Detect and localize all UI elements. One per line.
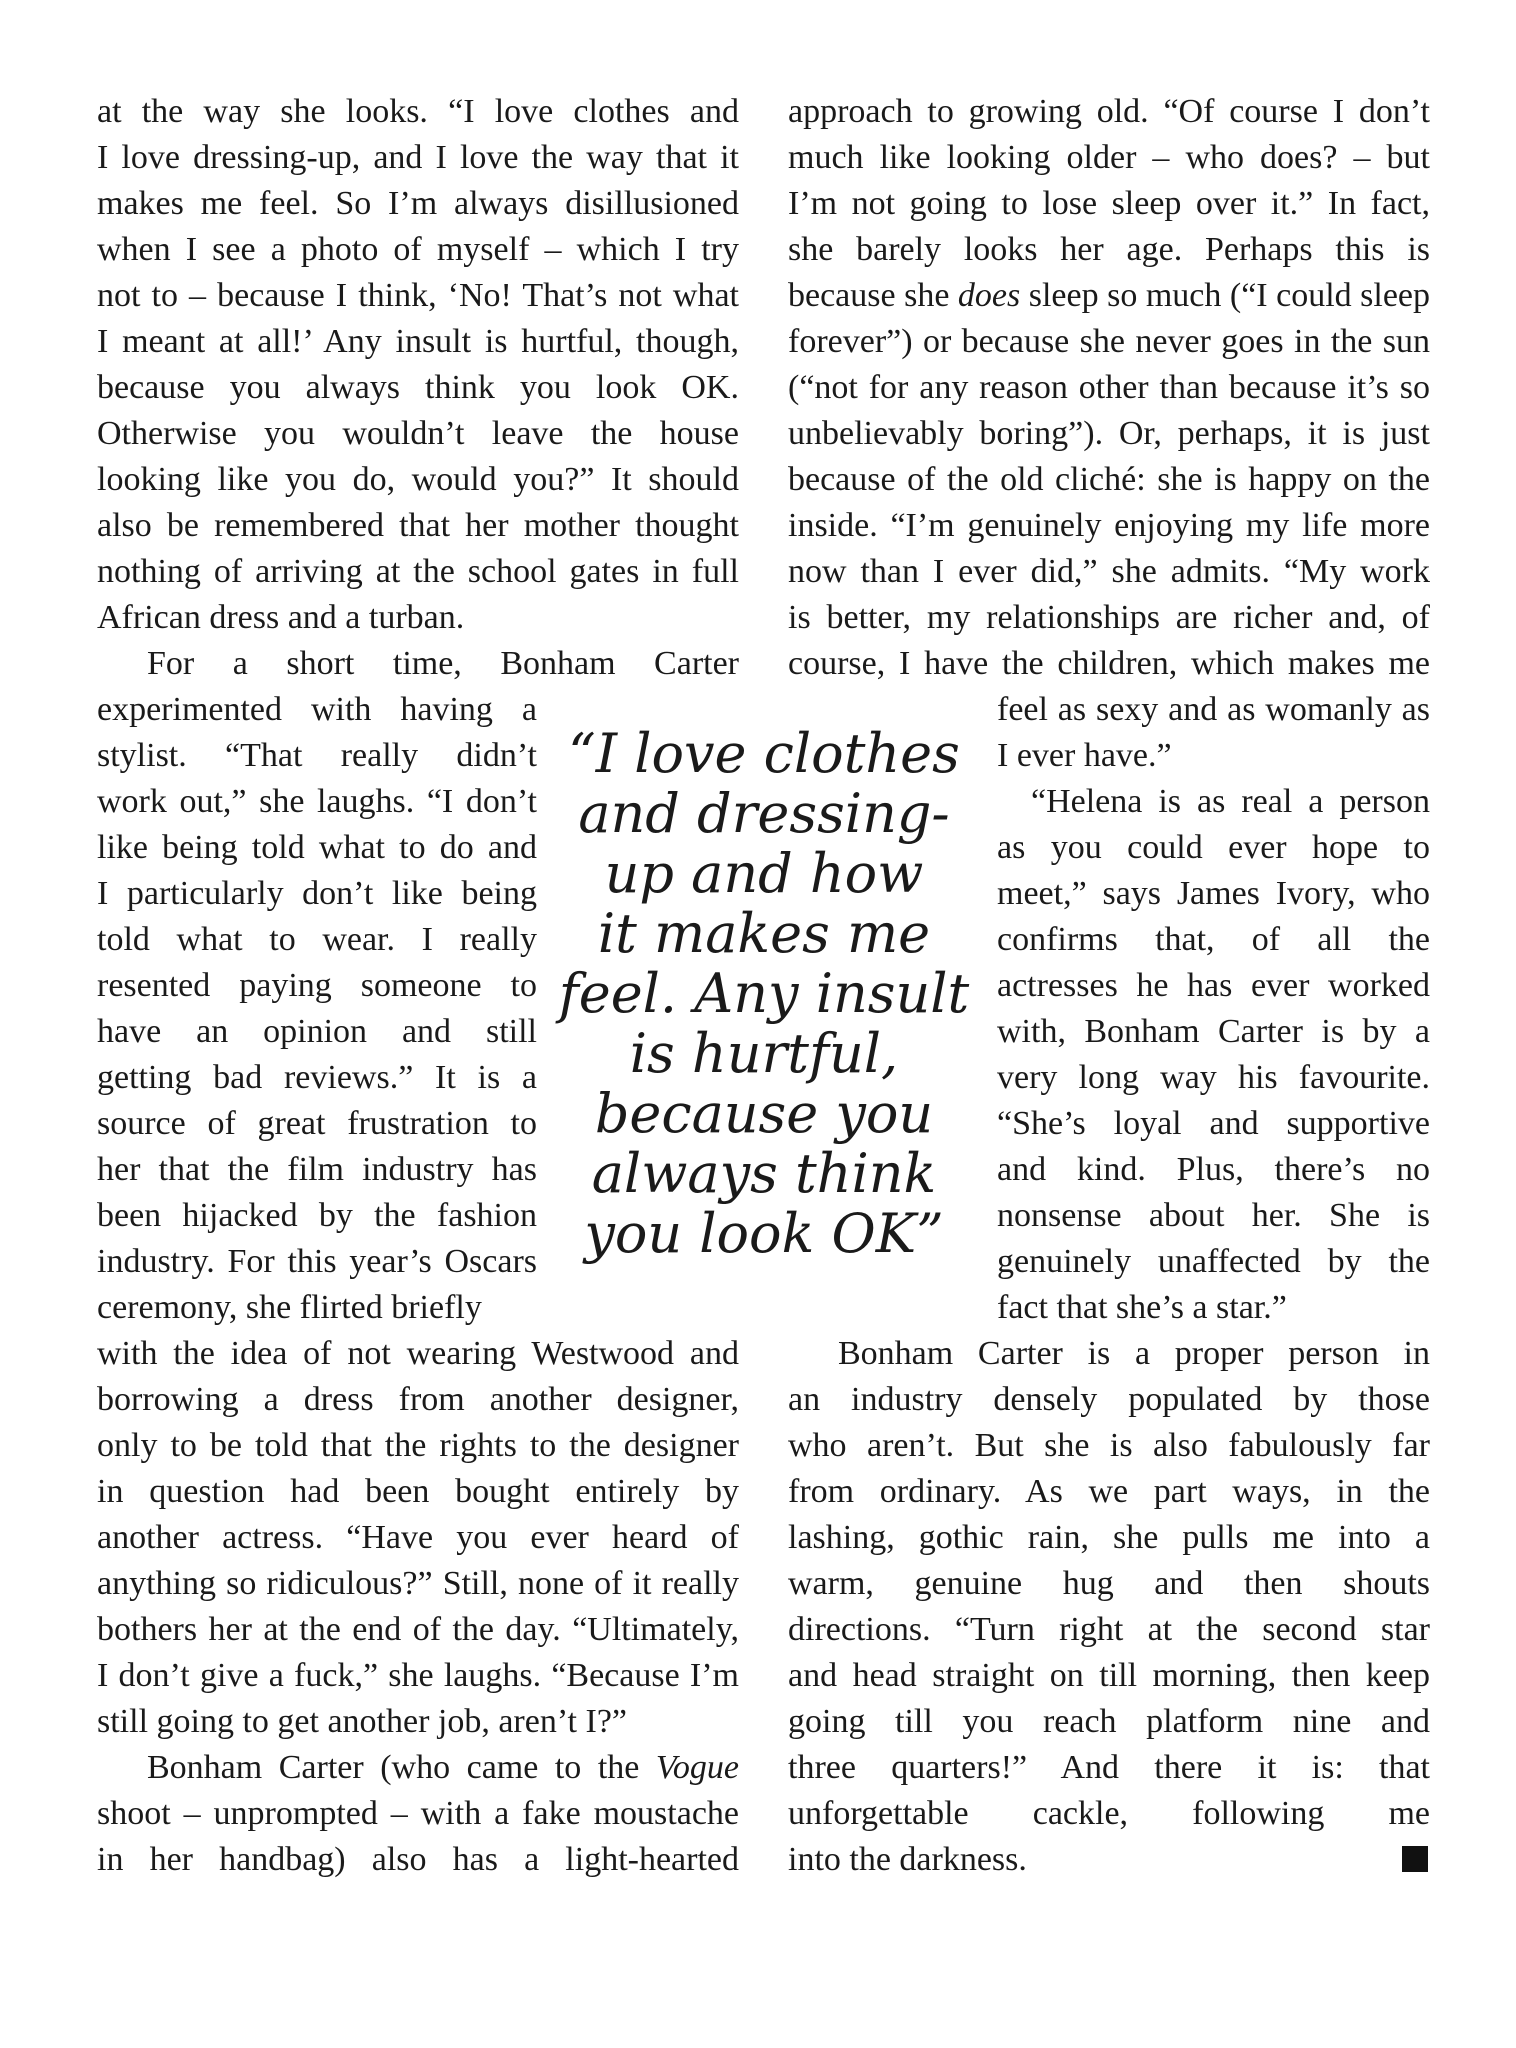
text-line: confirms that, of all the xyxy=(997,921,1430,958)
magazine-name: Vogue xyxy=(655,1749,739,1786)
text-line: told what to wear. I really xyxy=(97,921,537,958)
text-line: feel as sexy and as womanly as xyxy=(997,691,1430,728)
text-line: African dress and a turban. xyxy=(97,599,465,636)
text-line: fact that she’s a star.” xyxy=(997,1289,1287,1326)
text-line: actresses he has ever worked xyxy=(997,967,1430,1004)
text-line: experimented with having a xyxy=(97,691,537,728)
text-line: stylist. “That really didn’t xyxy=(97,737,537,774)
text-line: also be remembered that her mother thought xyxy=(97,507,739,544)
text-line: industry. For this year’s Oscars xyxy=(97,1243,537,1280)
text-line: because of the old cliché: she is happy on the xyxy=(788,461,1430,498)
text-line: going till you reach platform nine and xyxy=(788,1703,1430,1740)
pull-quote-line: “I love clothes xyxy=(568,722,960,785)
pull-quote-line: because you xyxy=(594,1082,934,1145)
text-line: into the darkness. xyxy=(788,1841,1027,1878)
text-line: borrowing a dress from another designer, xyxy=(97,1381,739,1418)
text-line: when I see a photo of myself – which I try xyxy=(97,231,739,268)
text-line: inside. “I’m genuinely enjoying my life more xyxy=(788,507,1430,544)
text-line: another actress. “Have you ever heard of xyxy=(97,1519,739,1556)
text-line: approach to growing old. “Of course I don’t xyxy=(788,93,1430,130)
text-line: three quarters!” And there it is: that xyxy=(788,1749,1430,1786)
paragraph-start-line: “Helena is as real a person xyxy=(1031,783,1430,820)
text-line: ceremony, she flirted briefly xyxy=(97,1289,482,1326)
text-span: Bonham Carter (who came to the xyxy=(147,1749,656,1786)
paragraph-start-line xyxy=(147,1745,739,1790)
pull-quote-line: up and how xyxy=(604,842,924,905)
text-line: in question had been bought entirely by xyxy=(97,1473,739,1510)
text-line: only to be told that the rights to the designer xyxy=(97,1427,739,1464)
text-line: directions. “Turn right at the second star xyxy=(788,1611,1430,1648)
text-line: Otherwise you wouldn’t leave the house xyxy=(97,415,739,452)
text-line: warm, genuine hug and then shouts xyxy=(788,1565,1430,1602)
text-line: I don’t give a fuck,” she laughs. “Because I’m xyxy=(97,1657,739,1694)
text-span: sleep so much (“I could sleep xyxy=(1020,277,1431,314)
text-line: with the idea of not wearing Westwood and xyxy=(97,1335,739,1372)
pull-quote-line: it makes me xyxy=(597,902,931,965)
text-line: as you could ever hope to xyxy=(997,829,1430,866)
end-of-article-square-icon xyxy=(1402,1846,1428,1872)
text-line: still going to get another job, aren’t I?” xyxy=(97,1703,628,1740)
text-line: now than I ever did,” she admits. “My work xyxy=(788,553,1430,590)
paragraph-start-line: For a short time, Bonham Carter xyxy=(147,645,739,682)
text-line: nonsense about her. She is xyxy=(997,1197,1430,1234)
text-line: I’m not going to lose sleep over it.” In fact, xyxy=(788,185,1430,222)
text-line: source of great frustration to xyxy=(97,1105,537,1142)
text-line: who aren’t. But she is also fabulously far xyxy=(788,1427,1430,1464)
text-span: because she xyxy=(788,277,958,314)
text-line: because you always think you look OK. xyxy=(97,369,739,406)
pull-quote xyxy=(558,724,970,1264)
text-line: have an opinion and still xyxy=(97,1013,537,1050)
text-line: is better, my relationships are richer and, of xyxy=(788,599,1430,636)
text-line: I particularly don’t like being xyxy=(97,875,537,912)
text-line: nothing of arriving at the school gates in full xyxy=(97,553,739,590)
text-line: her that the film industry has xyxy=(97,1151,537,1188)
text-line: course, I have the children, which makes me xyxy=(788,645,1430,682)
text-line: unbelievably boring”). Or, perhaps, it is just xyxy=(788,415,1430,452)
text-line: lashing, gothic rain, she pulls me into a xyxy=(788,1519,1430,1556)
text-line: at the way she looks. “I love clothes and xyxy=(97,93,739,130)
text-line: much like looking older – who does? – but xyxy=(788,139,1430,176)
text-line: bothers her at the end of the day. “Ultimately, xyxy=(97,1611,739,1648)
text-line: not to – because I think, ‘No! That’s not what xyxy=(97,277,739,314)
text-line: genuinely unaffected by the xyxy=(997,1243,1430,1280)
text-line: meet,” says James Ivory, who xyxy=(997,875,1430,912)
text-line: anything so ridiculous?” Still, none of it really xyxy=(97,1565,739,1602)
text-line: an industry densely populated by those xyxy=(788,1381,1430,1418)
text-line: looking like you do, would you?” It should xyxy=(97,461,739,498)
text-line: I meant at all!’ Any insult is hurtful, though, xyxy=(97,323,739,360)
text-line: very long way his favourite. xyxy=(997,1059,1430,1096)
text-line: (“not for any reason other than because it’s so xyxy=(788,369,1430,406)
emphasis-word: does xyxy=(957,277,1021,314)
pull-quote-line: and dressing- xyxy=(578,782,950,845)
text-line: I ever have.” xyxy=(997,737,1172,774)
text-line: “She’s loyal and supportive xyxy=(997,1105,1430,1142)
text-line: makes me feel. So I’m always disillusioned xyxy=(97,185,739,222)
pull-quote-line: you look OK” xyxy=(584,1202,944,1265)
text-line xyxy=(788,273,1430,318)
text-line: like being told what to do and xyxy=(97,829,537,866)
text-line: unforgettable cackle, following me xyxy=(788,1795,1430,1832)
text-line: from ordinary. As we part ways, in the xyxy=(788,1473,1430,1510)
pull-quote-line: always think xyxy=(591,1142,937,1205)
text-line: she barely looks her age. Perhaps this is xyxy=(788,231,1430,268)
text-line: been hijacked by the fashion xyxy=(97,1197,537,1234)
text-line: and head straight on till morning, then keep xyxy=(788,1657,1430,1694)
pull-quote-line: is hurtful, xyxy=(629,1022,899,1085)
text-line: and kind. Plus, there’s no xyxy=(997,1151,1430,1188)
text-line: work out,” she laughs. “I don’t xyxy=(97,783,537,820)
text-line: shoot – unprompted – with a fake moustache xyxy=(97,1795,739,1832)
pull-quote-line: feel. Any insult xyxy=(558,962,970,1025)
text-line: with, Bonham Carter is by a xyxy=(997,1013,1430,1050)
text-line: I love dressing-up, and I love the way that it xyxy=(97,139,739,176)
text-line: forever”) or because she never goes in the sun xyxy=(788,323,1430,360)
text-line: in her handbag) also has a light-hearted xyxy=(97,1841,739,1878)
text-line: getting bad reviews.” It is a xyxy=(97,1059,537,1096)
paragraph-start-line: Bonham Carter is a proper person in xyxy=(838,1335,1430,1372)
text-line: resented paying someone to xyxy=(97,967,537,1004)
